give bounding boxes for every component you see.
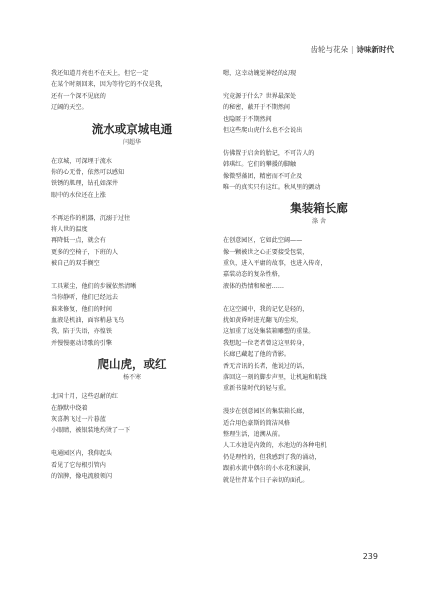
text-line: 北国十月，这些忍耐的红 <box>51 393 119 401</box>
text-line: 这加重了远处集装箱雕塑的重量。 <box>223 328 315 336</box>
text-line: 不再运作的机器，沉溺于过往 <box>51 214 131 222</box>
poem-author: 杨不寒 <box>122 374 141 382</box>
poem-author: 涤 舍 <box>312 218 326 226</box>
poem-stanza <box>223 406 385 486</box>
text-line: 像微型藻团，精密而不可企及 <box>223 172 303 180</box>
text-line: 仍是理性的，但我感到了我的涌动， <box>223 453 321 461</box>
text-line: 跟前水流中偶尔的小水花和漩涡， <box>223 465 315 473</box>
poem-stanza <box>223 304 385 395</box>
right-column <box>223 68 385 486</box>
text-line: 整理生活，追溯从前。 <box>223 430 284 438</box>
poem-stanza <box>223 91 385 137</box>
text-line: 扰如黄昏时进光翻飞的尘埃， <box>223 317 303 325</box>
poem-title: 流水或京城电通 <box>91 121 173 136</box>
text-line: 将人世的温度 <box>51 225 88 233</box>
poem-title: 集装箱长廊 <box>290 201 348 216</box>
text-line: 人工水池是内敛的，水池边的各种电机 <box>223 442 327 450</box>
text-line: 还有一个深不见底的 <box>51 92 106 100</box>
text-line: 香无音讯的长者，他说过的话， <box>223 362 309 370</box>
text-line: 在这空阔中，我的记忆是轻的， <box>223 305 309 313</box>
text-line: 究竟源于什么？世界最深处 <box>223 92 297 100</box>
text-line: 落回这一刻的脚步声里，让机遍和航线 <box>223 373 327 381</box>
text-line: 工具紧尘，他们的步履依然清晰 <box>51 282 137 290</box>
text-line: 在创意园区，它如此空阔—— <box>223 237 303 245</box>
text-line: 我想起一位老者曾这这里转身， <box>223 339 309 347</box>
poem-stanza <box>51 391 213 437</box>
text-line: 我还知道月亮也不在天上，但它一定 <box>51 70 149 77</box>
poem-stanza <box>223 235 385 292</box>
poem-title: 爬山虎，或红 <box>97 357 167 372</box>
text-line: 在京城，可深埋于流水 <box>51 157 112 165</box>
text-line: 的秘密，蔽开于不期然间 <box>223 104 291 112</box>
text-line: 也隐匿于不期然间 <box>223 115 272 123</box>
text-line: 嗯，这幸动魄觉神经的幻现 <box>223 70 297 77</box>
text-line: 像一颗被世之心正要接受包装， <box>223 248 309 256</box>
text-line: 看见了它每根引管内 <box>51 461 106 469</box>
left-intro <box>51 68 213 114</box>
text-line: 眼中的水位还在上涨 <box>51 191 106 199</box>
text-line: 铁锈的肌理，钻孔如深井 <box>51 180 119 188</box>
text-line: 但这些爬山虎什么也不会说出 <box>223 126 303 134</box>
text-line: 嘉装动态的复杂性格， <box>223 271 284 279</box>
text-line: 韩琪红。它们的攀援的脚触 <box>223 161 297 169</box>
header-section: 齿轮与花朵 <box>310 45 348 54</box>
text-line: 灰喜鹊飞过一片暮蓝 <box>51 415 106 423</box>
text-line: 在静默中绕着 <box>51 404 88 412</box>
text-line: 漫步在创意园区的集装箱长廊， <box>223 408 309 416</box>
text-line: 并慢慢驱动诗歌的引擎 <box>51 339 112 347</box>
text-line: 血液是机油，面容稍悬飞鸟 <box>51 317 125 325</box>
text-line: 重新书量时代的轻与重。 <box>223 385 291 393</box>
text-line: 被自己的双手搁空 <box>51 260 100 268</box>
text-line: 电通园区内，我仰起头 <box>51 450 112 458</box>
text-line: 唯一的真实只有这红。秋风里的颤动 <box>223 183 321 191</box>
text-line: 更多的空椅子，下班的人 <box>51 248 119 256</box>
text-line: 再降低一点，就会有 <box>51 237 106 245</box>
text-line: 适合用色豪斯的简洁风格 <box>223 419 291 427</box>
page-number: 239 <box>362 552 378 561</box>
text-line: 重负，进入平庸的故事，也进入传奇， <box>223 260 327 268</box>
running-header <box>310 44 394 55</box>
poem-stanza <box>51 156 213 202</box>
poem-stanza <box>51 281 213 349</box>
left-column <box>51 68 213 482</box>
header-column: 诗味新时代 <box>356 45 394 54</box>
text-line: 长廊已藏起了他的背影。 <box>223 351 291 359</box>
text-line: 就是往昔某个日子亲切的面孔。 <box>223 476 309 484</box>
text-line: 谁来修复，他们的时间 <box>51 305 112 313</box>
poem-stanza <box>51 213 213 270</box>
poem-stanza <box>223 148 385 194</box>
poem-stanza <box>51 448 213 482</box>
text-line: 辽阔的天空。 <box>51 104 88 112</box>
poem-stanza <box>223 68 385 79</box>
header-separator: | <box>350 45 354 54</box>
text-line: 当你静听，他们已经远去 <box>51 294 119 302</box>
text-line: 我，陷于失语，亦惶铁 <box>51 328 112 336</box>
poem-author: 闫超华 <box>122 138 141 146</box>
text-line: 小眼睛，被银装地灼烫了一下 <box>51 427 131 435</box>
text-line: 你的心无骨，依然可以感知 <box>51 168 125 176</box>
text-line: 在某个时刻回来，因为等待它的不仅是我， <box>51 81 167 89</box>
text-line: 液体的热情和秘密…… <box>223 282 284 290</box>
text-line: 的馆脾，像电流般领闪 <box>51 472 112 480</box>
text-line: 仿佛置于启舍的胎记，不可告人的 <box>223 149 315 157</box>
